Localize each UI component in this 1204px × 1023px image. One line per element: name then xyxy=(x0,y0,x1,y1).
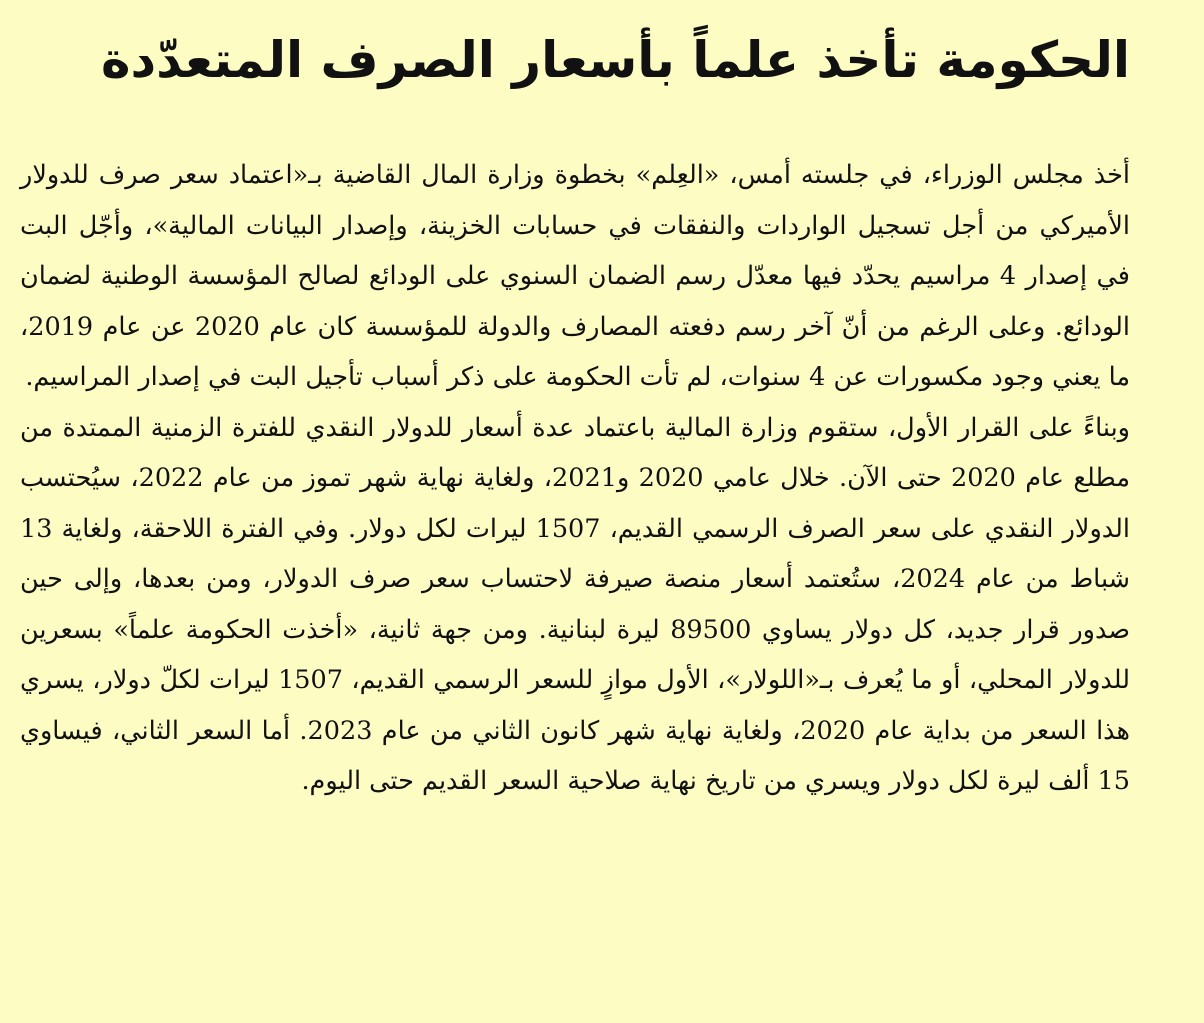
article-headline: الحكومة تأخذ علماً بأسعار الصرف المتعدّدة xyxy=(100,31,1130,89)
article-paragraph-2: وبناءً على القرار الأول، ستقوم وزارة المالية باعتماد عدة أسعار للدولار النقدي للفترة الزمنية الممتدة من مطلع عام 2020 حتى الآن. خلال عامي 2020 و2021، ولغاية نهاية شهر تموز من عام 2022، سيُحتسب الدولار النقدي على سعر الصرف الرسمي القديم، 1507 ليرات لكل دولار. وفي الفترة اللاحقة، ولغاية 13 شباط من عام 2024، ستُعتمد أسعار منصة صيرفة لاحتساب سعر صرف الدولار، ومن بعدها، وإلى حين صدور قرار جديد، كل دولار يساوي 89500 ليرة لبنانية. ومن جهة ثانية، «أخذت الحكومة علماً» بسعرين للدولار المحلي، أو ما يُعرف بـ«اللولار»، الأول موازٍ للسعر الرسمي القديم، 1507 ليرات لكلّ دولار، يسري هذا السعر من بداية عام 2020، ولغاية نهاية شهر كانون الثاني من عام 2023. أما السعر الثاني، فيساوي 15 ألف ليرة لكل دولار ويسري من تاريخ نهاية صلاحية السعر القديم حتى اليوم. xyxy=(20,412,1131,796)
article-paragraph-1: أخذ مجلس الوزراء، في جلسته أمس، «العِلم» بخطوة وزارة المال القاضية بـ«اعتماد سعر صرف للدولار الأميركي من أجل تسجيل الواردات والنفقات في حسابات الخزينة، وإصدار البيانات المالية»، وأجّل البت في إصدار 4 مراسيم يحدّد فيها معدّل رسم الضمان السنوي على الودائع لصالح المؤسسة الوطنية لضمان الودائع. وعلى الرغم من أنّ آخر رسم دفعته المصارف والدولة للمؤسسة كان عام 2020 عن عام 2019، ما يعني وجود مكسورات عن 4 سنوات، لم تأت الحكومة على ذكر أسباب تأجيل البت في إصدار المراسيم. xyxy=(20,160,1130,392)
article-body xyxy=(20,150,1130,807)
